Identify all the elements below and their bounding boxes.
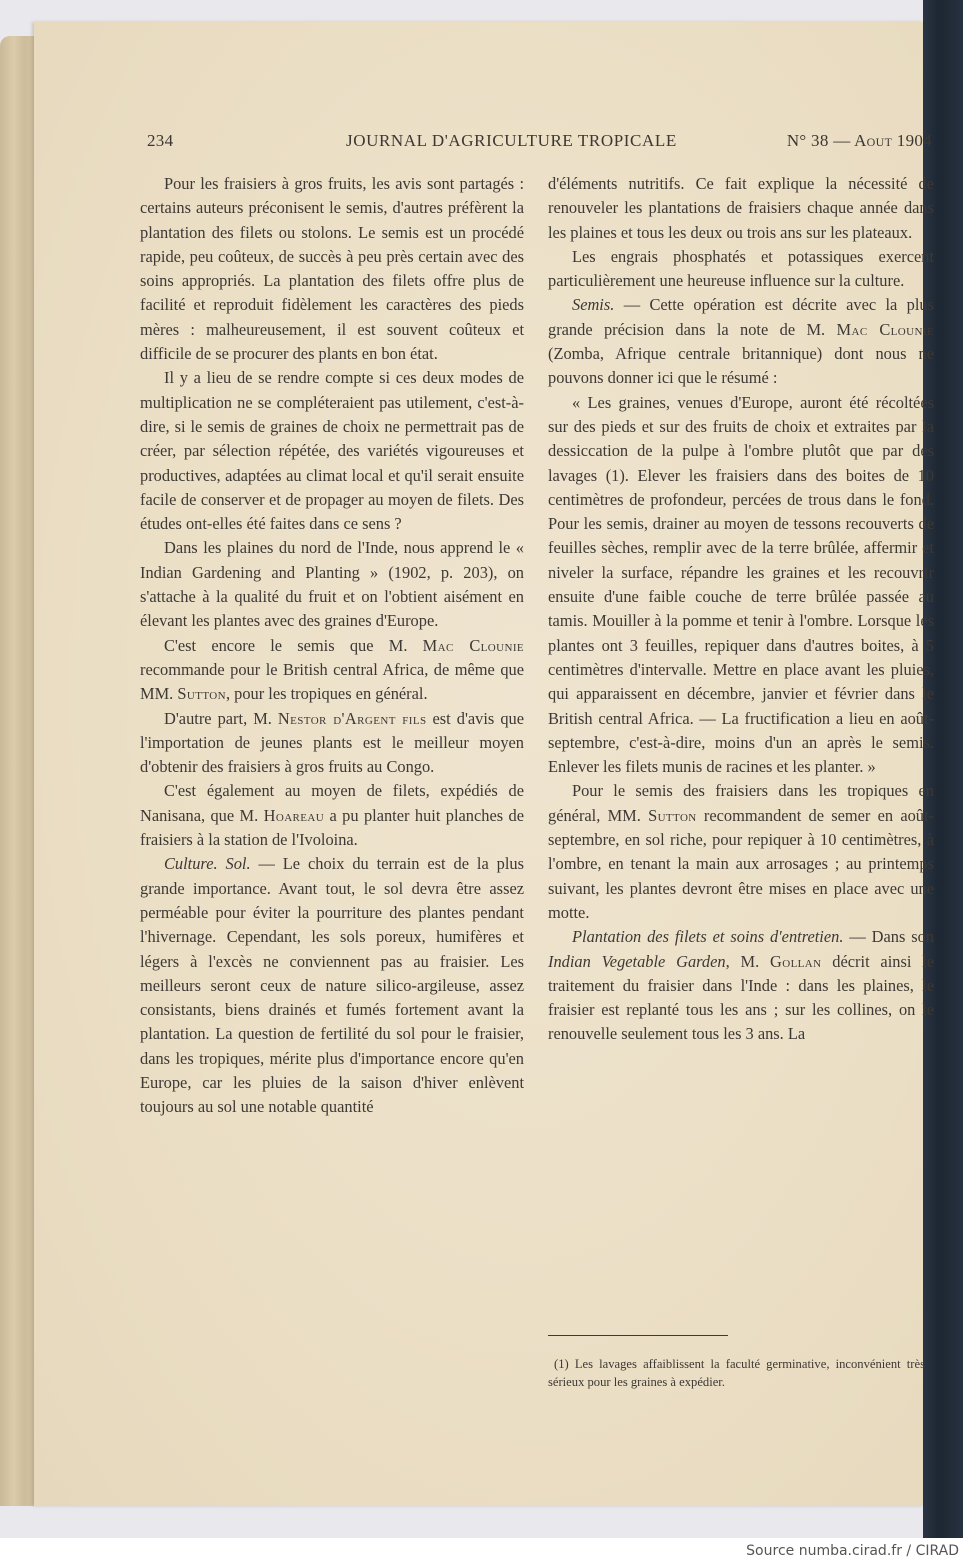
book-title: Indian Vegetable Garden — [548, 951, 726, 971]
person-name: Sutton — [648, 805, 697, 825]
paragraph: d'éléments nutritifs. Ce fait explique la nécessité de renouveler les plantations de fraisiers chaque année dans les plaines et tous les deux ou trois ans sur les plateaux. — [548, 174, 934, 242]
text-run: Pour le semis des fraisiers dans les tropiques en général, MM. — [548, 781, 934, 825]
paragraph — [140, 779, 524, 852]
paragraph: Il y a lieu de se rendre compte si ces deux modes de multiplication ne se compléteraient pas utilement, c'est-à-dire, si le semis de graines de choix ne permettrait pas de créer, par sélection répétée, des variétés vigoureuses et productives, adaptées au climat local et qu'il serait ensuite facile de conserver et de propager au moyen de filets. Des études ont-elles été faites dans ce sens ? — [140, 368, 524, 534]
running-header — [147, 131, 932, 157]
source-credit: Source numba.cirad.fr / CIRAD — [746, 1543, 959, 1559]
issue-date: N° 38 — Aout 1904 — [786, 131, 932, 150]
text-run: (Zomba, Afrique centrale britannique) dont nous ne pouvons donner ici que le résumé : — [548, 344, 934, 388]
text-run: , pour les tropiques en général. — [225, 684, 428, 704]
text-run: décrit ainsi le traitement du fraisier dans l'Inde : dans les plaines, le fraisier est replanté tous les ans ; sur les collines, on le renouvelle seulement tous les 3 ans. La — [548, 951, 935, 1044]
text-run: recommande pour le British central Africa, de même que MM. — [140, 659, 524, 704]
quoted-paragraph: « Les graines, venues d'Europe, auront été récoltées sur des pieds et sur des fruits de choix et extraites par la dessiccation de la pulpe à l'ombre plutôt que par des lavages (1). Elever les fraisiers dans des boites de 10 centimètres de profondeur, percées de trous dans le fond. Pour les semis, drainer au moyen de tessons recouverts de feuilles sèches, remplir avec de la terre brûlée, affermir et niveler la surface, répandre les graines et les recouvrir ensuite d'une faible couche de terre brûlée passée au tamis. Mouiller à la pomme et tenir à l'ombre. Lorsque les plantes ont 3 feuilles, repiquer dans d'autres boites, à 5 centimètres d'intervalle. Mettre en place avant les pluies, qui apparaissent en décembre, janvier et février dans le British central Africa. — La fructification a lieu en août-septembre, c'est-à-dire, moins d'un an après le semis. Enlever les filets munis de racines et les planter. » — [548, 392, 934, 777]
paragraph — [548, 779, 934, 925]
section-heading: Plantation des filets et soins d'entretien. — [572, 927, 844, 947]
person-name: Mac Clounie — [836, 319, 935, 339]
paragraph: Dans les plaines du nord de l'Inde, nous apprend le « Indian Gardening and Planting » (1902, p. 203), on s'attache à la qualité du fruit et on l'obtient aisément en élevant les plantes avec des graines d'Europe. — [140, 538, 524, 631]
person-name: Sutton — [177, 684, 226, 704]
paragraph: Pour les fraisiers à gros fruits, les avis sont partagés : certains auteurs préconisent le semis, d'autres préfèrent la plantation des filets ou stolons. Le semis est un procédé rapide, peu coûteux, de succès à peu près certain avec des soins appropriés. La plantation des filets offre plus de facilité et reproduit fidèlement les caractères des pieds mères : malheureusement, il est souvent coûteux et difficile de se procurer des plants en bon état. — [140, 174, 524, 364]
journal-title: JOURNAL D'AGRICULTURE TROPICALE — [346, 131, 677, 150]
text-run: recommandent de semer en août-septembre, en sol riche, pour repiquer à 10 centimètres, à l'ombre, en tenant la main aux arrosages ; au printemps suivant, les plantes devront être mises en place avec une motte. — [548, 805, 934, 922]
footnote-text: (1) Les lavages affaiblissent la faculté germinative, inconvénient très sérieux pour les graines à expédier. — [548, 1357, 925, 1389]
paragraph — [140, 707, 524, 780]
person-name: Hoareau — [263, 805, 325, 825]
paragraph: Les engrais phosphatés et potassiques exercent particulièrement une heureuse influence sur la culture. — [548, 246, 934, 291]
person-name: Mac Clounie — [422, 635, 525, 655]
footnote-rule — [548, 1335, 728, 1336]
text-run: — Cette opération est décrite avec la plus grande précision dans la note de M. — [548, 295, 934, 339]
text-run: , M. — [725, 951, 770, 971]
page-number: 234 — [147, 131, 174, 150]
text-run: est d'avis que l'importation de jeunes plants est le meilleur moyen d'obtenir des fraisiers à gros fruits au Congo. — [140, 708, 524, 777]
section-heading: Semis. — [572, 295, 615, 315]
text-run: a pu planter huit planches de fraisiers à la station de l'Ivoloina. — [140, 805, 524, 850]
text-run: C'est également au moyen de filets, expédiés de Nanisana, que M. — [140, 781, 524, 825]
text-run: — Le choix du terrain est de la plus grande importance. Avant tout, le sol devra être assez perméable pour éviter la pourriture des plantes pendant l'hivernage. Cependant, les sols poreux, humifères et légers à l'excès ne conviennent pas au fraisier. Les meilleurs seront ceux de nature silico-argileuse, assez consistants, biens drainés et fumés fortement avant la plantation. La question de fertilité du sol pour le fraisier, dans les tropiques, mérite plus d'importance encore qu'en Europe, car les pluies de la saison d'hiver enlèvent toujours au sol une notable quantité — [140, 854, 524, 1117]
person-name: Nestor d'Argent fils — [277, 708, 427, 728]
text-run: D'autre part, M. — [164, 708, 278, 728]
paragraph — [140, 852, 524, 1119]
paragraph — [548, 925, 934, 1046]
paragraph — [140, 634, 524, 707]
footnote — [548, 1355, 925, 1391]
left-column — [140, 172, 524, 1120]
text-run: C'est encore le semis que M. — [164, 635, 423, 655]
person-name: Gollan — [769, 951, 822, 971]
section-heading: Culture. Sol. — [164, 854, 251, 874]
right-column — [548, 172, 934, 1047]
text-run: — Dans son — [843, 927, 935, 947]
paragraph — [548, 293, 934, 390]
